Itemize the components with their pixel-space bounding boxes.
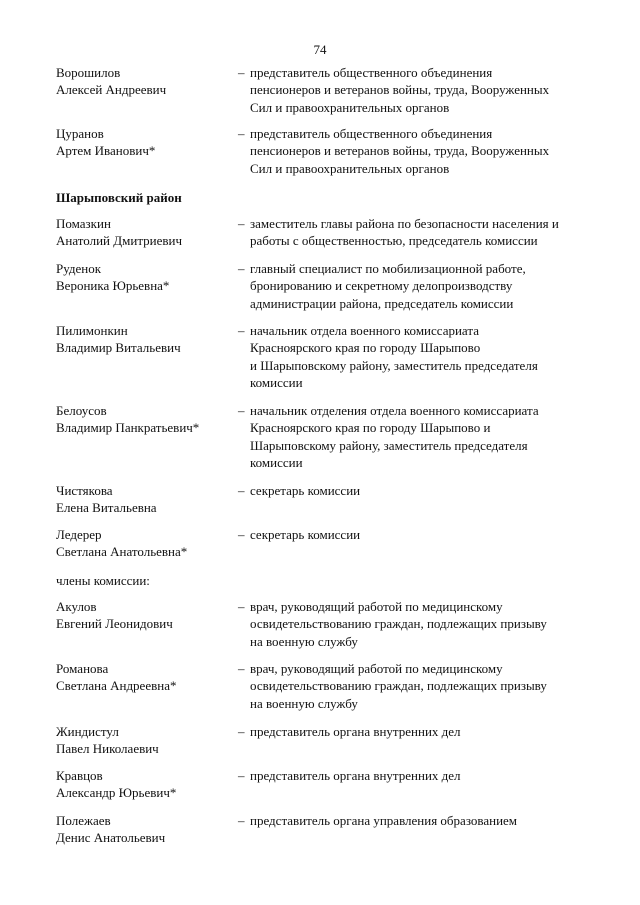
given-name: Евгений Леонидович <box>56 616 173 632</box>
role-line: Красноярского края по городу Шарыпово <box>250 340 481 356</box>
role-line: секретарь комиссии <box>250 527 361 542</box>
role-line: Сил и правоохранительных органов <box>250 160 450 176</box>
role-line: представитель общественного объединения <box>250 126 493 141</box>
role-description <box>250 598 606 650</box>
person-name <box>56 215 231 250</box>
role-line: комиссии <box>250 455 303 471</box>
given-name: Александр Юрьевич* <box>56 785 177 801</box>
dash: – <box>238 65 245 80</box>
role-description <box>250 260 606 312</box>
given-name: Анатолий Дмитриевич <box>56 233 183 249</box>
person-name <box>56 125 231 160</box>
role-line: на военную службу <box>250 695 358 711</box>
dash: – <box>238 724 245 739</box>
role-description <box>250 125 606 177</box>
surname: Ледерер <box>56 527 102 542</box>
given-name: Владимир Витальевич <box>56 340 181 356</box>
role-line: начальник отделения отдела военного комиссариата <box>250 403 539 418</box>
role-description <box>250 322 606 392</box>
given-name: Елена Витальевна <box>56 500 157 516</box>
dash: – <box>238 768 245 783</box>
person-name <box>56 723 231 758</box>
surname: Чистякова <box>56 483 113 498</box>
dash: – <box>238 403 245 418</box>
role-line: секретарь комиссии <box>250 483 361 498</box>
surname: Романова <box>56 661 109 676</box>
given-name: Вероника Юрьевна* <box>56 278 170 294</box>
person-name <box>56 402 231 437</box>
role-line: представитель органа внутренних дел <box>250 768 461 783</box>
dash: – <box>238 661 245 676</box>
given-name: Алексей Андреевич <box>56 82 167 98</box>
role-description <box>250 64 606 116</box>
role-line: освидетельствованию граждан, подлежащих призыву <box>250 678 547 694</box>
person-name <box>56 322 231 357</box>
given-name: Светлана Андреевна* <box>56 678 177 694</box>
role-line: представитель общественного объединения <box>250 65 493 80</box>
surname: Руденок <box>56 261 102 276</box>
role-line: главный специалист по мобилизационной работе, <box>250 261 526 276</box>
section-title: Шарыповский район <box>56 190 182 205</box>
given-name: Павел Николаевич <box>56 741 159 757</box>
person-name <box>56 260 231 295</box>
role-line: врач, руководящий работой по медицинскому <box>250 599 503 614</box>
role-line: и Шарыповскому району, заместитель председателя <box>250 357 538 373</box>
surname: Цуранов <box>56 126 104 141</box>
role-line: пенсионеров и ветеранов войны, труда, Вооруженных <box>250 82 550 98</box>
person-name <box>56 767 231 802</box>
role-line: бронированию и секретному делопроизводству <box>250 278 513 294</box>
role-description <box>250 526 606 543</box>
role-line: представитель органа управления образованием <box>250 813 518 828</box>
surname: Белоусов <box>56 403 107 418</box>
role-line: работы с общественностью, председатель комиссии <box>250 233 538 249</box>
dash: – <box>238 599 245 614</box>
role-description <box>250 402 606 472</box>
surname: Кравцов <box>56 768 103 783</box>
surname: Помазкин <box>56 216 111 231</box>
surname: Акулов <box>56 599 97 614</box>
role-line: комиссии <box>250 375 303 391</box>
role-line: представитель органа внутренних дел <box>250 724 461 739</box>
role-line: освидетельствованию граждан, подлежащих призыву <box>250 616 547 632</box>
dash: – <box>238 261 245 276</box>
role-line: на военную службу <box>250 633 358 649</box>
dash: – <box>238 813 245 828</box>
role-line: начальник отдела военного комиссариата <box>250 323 479 338</box>
page-number: 74 <box>313 42 327 57</box>
role-line: Сил и правоохранительных органов <box>250 99 450 115</box>
surname: Пилимонкин <box>56 323 128 338</box>
dash: – <box>238 527 245 542</box>
person-name <box>56 812 231 847</box>
person-name <box>56 64 231 99</box>
dash: – <box>238 323 245 338</box>
role-line: администрации района, председатель комиссии <box>250 295 514 311</box>
dash: – <box>238 216 245 231</box>
role-line: Красноярского края по городу Шарыпово и <box>250 420 491 436</box>
members-label: члены комиссии: <box>56 573 150 588</box>
role-line: Шарыповскому району, заместитель председателя <box>250 437 528 453</box>
role-description <box>250 215 606 250</box>
given-name: Светлана Анатольевна* <box>56 544 188 560</box>
role-line: пенсионеров и ветеранов войны, труда, Вооруженных <box>250 143 550 159</box>
dash: – <box>238 126 245 141</box>
role-description <box>250 723 606 740</box>
given-name: Денис Анатольевич <box>56 830 166 846</box>
role-description <box>250 482 606 499</box>
person-name <box>56 526 231 561</box>
given-name: Артем Иванович* <box>56 143 156 159</box>
dash: – <box>238 483 245 498</box>
person-name <box>56 598 231 633</box>
role-line: врач, руководящий работой по медицинскому <box>250 661 503 676</box>
surname: Жиндистул <box>56 724 119 739</box>
role-description <box>250 767 606 784</box>
role-line: заместитель главы района по безопасности населения и <box>250 216 559 231</box>
role-description <box>250 812 606 829</box>
surname: Ворошилов <box>56 65 121 80</box>
person-name <box>56 660 231 695</box>
given-name: Владимир Панкратьевич* <box>56 420 200 436</box>
surname: Полежаев <box>56 813 111 828</box>
role-description <box>250 660 606 712</box>
person-name <box>56 482 231 517</box>
